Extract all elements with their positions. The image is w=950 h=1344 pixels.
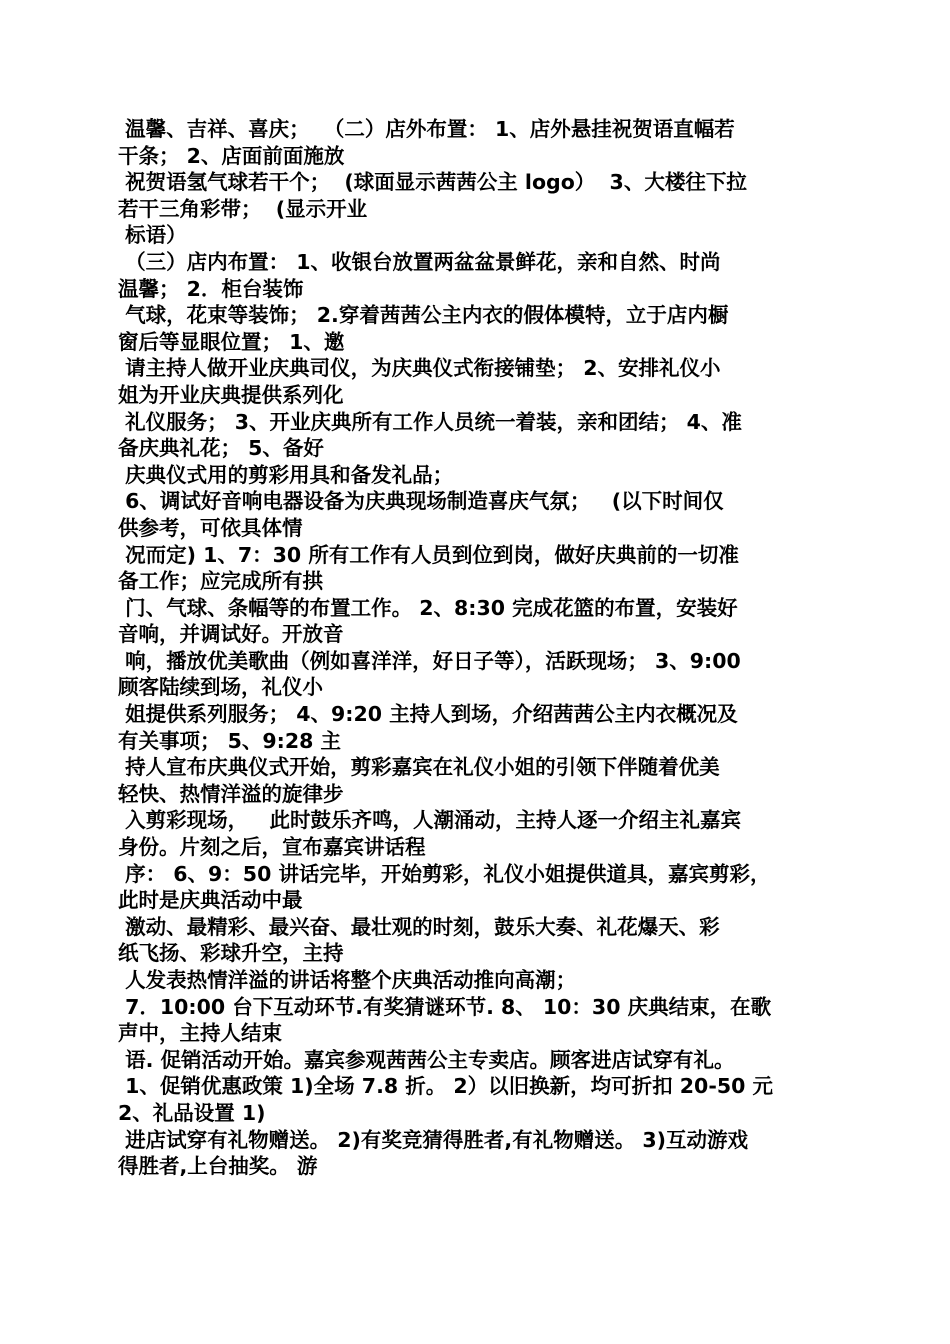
text-line: 姐为开业庆典提供系列化 xyxy=(118,382,344,407)
text-line: （三）店内布置： 1、收银台放置两盆盆景鲜花，亲和自然、时尚 xyxy=(118,249,721,274)
document-body xyxy=(118,116,838,1180)
text-line: 轻快、热情洋溢的旋律步 xyxy=(118,781,344,806)
text-line: 礼仪服务； 3、开业庆典所有工作人员统一着装，亲和团结； 4、准 xyxy=(118,409,742,434)
text-line: 备庆典礼花； 5、备好 xyxy=(118,436,324,461)
text-line: 温馨、吉祥、喜庆； （二）店外布置： 1、店外悬挂祝贺语直幅若 xyxy=(118,117,735,141)
text-line: 祝贺语氢气球若干个； (球面显示茜茜公主 logo） 3、大楼往下拉 xyxy=(118,170,747,195)
text-line: 纸飞扬、彩球升空，主持 xyxy=(118,941,344,966)
text-line: 备工作；应完成所有拱 xyxy=(118,569,323,594)
text-line: 请主持人做开业庆典司仪，为庆典仪式衔接铺垫； 2、安排礼仪小 xyxy=(118,356,721,381)
text-line: 2、礼品设置 1) xyxy=(118,1100,266,1125)
text-line: 身份。片刻之后，宣布嘉宾讲话程 xyxy=(118,835,426,860)
text-line: 温馨； 2．柜台装饰 xyxy=(118,276,304,301)
text-line: 此时是庆典活动中最 xyxy=(118,888,303,913)
text-line: 得胜者,上台抽奖。 游 xyxy=(118,1154,318,1179)
text-line: 音响，并调试好。开放音 xyxy=(118,622,344,647)
text-line: 6、调试好音响电器设备为庆典现场制造喜庆气氛； (以下时间仅 xyxy=(118,489,724,514)
text-line: 进店试穿有礼物赠送。 2)有奖竞猜得胜者,有礼物赠送。 3)互动游戏 xyxy=(118,1127,748,1152)
text-line: 激动、最精彩、最兴奋、最壮观的时刻，鼓乐大奏、礼花爆天、彩 xyxy=(118,914,720,939)
text-line: 干条； 2、店面前面施放 xyxy=(118,143,345,168)
text-line: 序： 6、9：50 讲话完毕，开始剪彩，礼仪小姐提供道具，嘉宾剪彩， xyxy=(118,861,771,886)
text-line: 门、气球、条幅等的布置工作。 2、8:30 完成花篮的布置，安装好 xyxy=(118,595,738,620)
text-line: 声中，主持人结束 xyxy=(118,1021,282,1046)
text-line: 入剪彩现场， 此时鼓乐齐鸣，人潮涌动，主持人逐一介绍主礼嘉宾 xyxy=(118,808,742,833)
text-line: 况而定) 1、7：30 所有工作有人员到位到岗，做好庆典前的一切准 xyxy=(118,542,739,567)
text-line: 若干三角彩带； (显示开业 xyxy=(118,196,368,221)
text-line: 标语） xyxy=(118,223,187,248)
text-line: 有关事项； 5、9:28 主 xyxy=(118,728,342,753)
text-line: 供参考，可依具体情 xyxy=(118,515,303,540)
text-line: 窗后等显眼位置； 1、邀 xyxy=(118,329,345,354)
text-line: 7．10:00 台下互动环节.有奖猜谜环节. 8、 10：30 庆典结束，在歌 xyxy=(118,994,772,1019)
text-line: 顾客陆续到场，礼仪小 xyxy=(118,675,323,700)
text-line: 1、促销优惠政策 1)全场 7.8 折。 2）以旧换新，均可折扣 20-50 元 xyxy=(118,1074,773,1099)
text-line: 庆典仪式用的剪彩用具和备发礼品； xyxy=(118,462,454,487)
text-line: 姐提供系列服务； 4、9:20 主持人到场，介绍茜茜公主内衣概况及 xyxy=(118,702,738,727)
text-line: 响，播放优美歌曲（例如喜洋洋，好日子等），活跃现场； 3、9:00 xyxy=(118,648,741,673)
text-line: 语. 促销活动开始。嘉宾参观茜茜公主专卖店。顾客进店试穿有礼。 xyxy=(118,1047,735,1072)
text-line: 人发表热情洋溢的讲话将整个庆典活动推向高潮； xyxy=(118,968,577,992)
text-line: 持人宣布庆典仪式开始，剪彩嘉宾在礼仪小姐的引领下伴随着优美 xyxy=(118,755,720,780)
text-line: 气球，花束等装饰； 2.穿着茜茜公主内衣的假体模特，立于店内橱 xyxy=(118,303,729,328)
